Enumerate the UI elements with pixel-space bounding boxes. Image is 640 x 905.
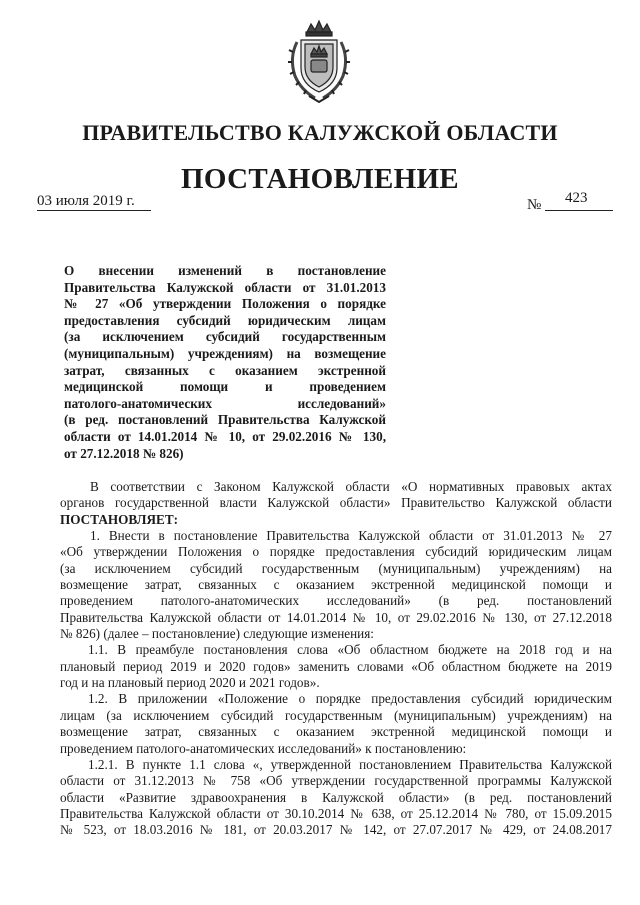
body-line: 1.2.1. В пункте 1.1 слова «, утвержденной постановлением Правительства Калужской bbox=[88, 756, 612, 772]
body-line: лицам (за исключением субсидий государственным (муниципальным) учреждениям) на bbox=[60, 707, 612, 723]
body-line: Правительства Калужской области от 14.01.2014 № 10, от 29.02.2016 № 130, от 27.12.2018 bbox=[60, 609, 612, 625]
body-line: органов государственной власти Калужской области» Правительство Калужской области bbox=[60, 495, 612, 511]
body-line: возмещение затрат, связанных с оказанием экстренной медицинской помощи и bbox=[60, 724, 612, 740]
subject-line: патолого-анатомических исследований» bbox=[64, 395, 386, 411]
subject-line: Правительства Калужской области от 31.01.2013 bbox=[64, 279, 386, 295]
subject-line: (за исключением субсидий государственным bbox=[64, 329, 386, 345]
body-line: проведением патолого-анатомических исследований» (в ред. постановлений bbox=[60, 593, 612, 609]
number-label: № bbox=[527, 197, 542, 213]
body-line: № 523, от 18.03.2016 № 181, от 20.03.2017 № 142, от 27.07.2017 № 429, от 24.08.2017 bbox=[60, 822, 612, 838]
number-underline bbox=[545, 210, 613, 211]
date-underline bbox=[37, 210, 151, 211]
body-line: В соответствии с Законом Калужской области «О нормативных правовых актах bbox=[90, 479, 612, 494]
document-number: 423 bbox=[565, 190, 588, 206]
subject-line: медицинской помощи и проведением bbox=[64, 379, 386, 395]
body-line-resolves: ПОСТАНОВЛЯЕТ: bbox=[60, 511, 179, 527]
body-line: Правительства Калужской области от 30.10.2014 № 638, от 25.12.2014 № 780, от 15.09.2015 bbox=[60, 805, 612, 821]
document-date: 03 июля 2019 г. bbox=[37, 193, 135, 209]
body-line: плановый период 2019 и 2020 годов» заменить словами «Об областном бюджете на 2019 bbox=[60, 658, 612, 674]
subject-line: № 27 «Об утверждении Положения о порядке bbox=[64, 296, 386, 312]
body-line: области «Развитие здравоохранения в Калужской области» (в ред. постановлений bbox=[60, 789, 612, 805]
document-body bbox=[60, 479, 612, 839]
document-type-title: ПОСТАНОВЛЕНИЕ bbox=[181, 163, 459, 195]
subject-line: предоставления субсидий юридическим лицам bbox=[64, 312, 386, 328]
subject-line: области от 14.01.2014 № 10, от 29.02.2016 № 130, bbox=[64, 428, 386, 444]
body-line: области от 31.12.2013 № 758 «Об утверждении государственной программы Калужской bbox=[60, 773, 612, 789]
body-line: «Об утверждении Положения о порядке предоставления субсидий юридическим лицам bbox=[60, 544, 612, 560]
body-line: возмещение затрат, связанных с оказанием экстренной медицинской помощи и bbox=[60, 577, 612, 593]
document-subject bbox=[64, 263, 386, 462]
body-line: № 826) (далее – постановление) следующие изменения: bbox=[60, 626, 374, 642]
subject-line: (муниципальным) учреждениям) на возмещение bbox=[64, 345, 386, 361]
body-line: проведением патолого-анатомических исследований» к постановлению: bbox=[60, 740, 467, 756]
subject-line: О внесении изменений в постановление bbox=[64, 263, 386, 278]
body-line: 1.2. В приложении «Положение о порядке предоставления субсидий юридическим bbox=[88, 691, 612, 707]
body-line: 1. Внести в постановление Правительства Калужской области от 31.01.2013 № 27 bbox=[90, 528, 612, 544]
body-line: 1.1. В преамбуле постановления слова «Об областном бюджете на 2018 год и на bbox=[88, 642, 612, 658]
body-line: год и на плановый период 2020 и 2021 годов». bbox=[60, 675, 320, 691]
body-line: (за исключением субсидий государственным (муниципальным) учреждениям) на bbox=[60, 560, 612, 576]
coat-of-arms-emblem bbox=[287, 18, 351, 104]
subject-line: затрат, связанных с оказанием экстренной bbox=[64, 362, 386, 378]
subject-line: (в ред. постановлений Правительства Калужской bbox=[64, 412, 386, 428]
government-title: ПРАВИТЕЛЬСТВО КАЛУЖСКОЙ ОБЛАСТИ bbox=[82, 120, 558, 145]
subject-line: от 27.12.2018 № 826) bbox=[64, 445, 184, 461]
